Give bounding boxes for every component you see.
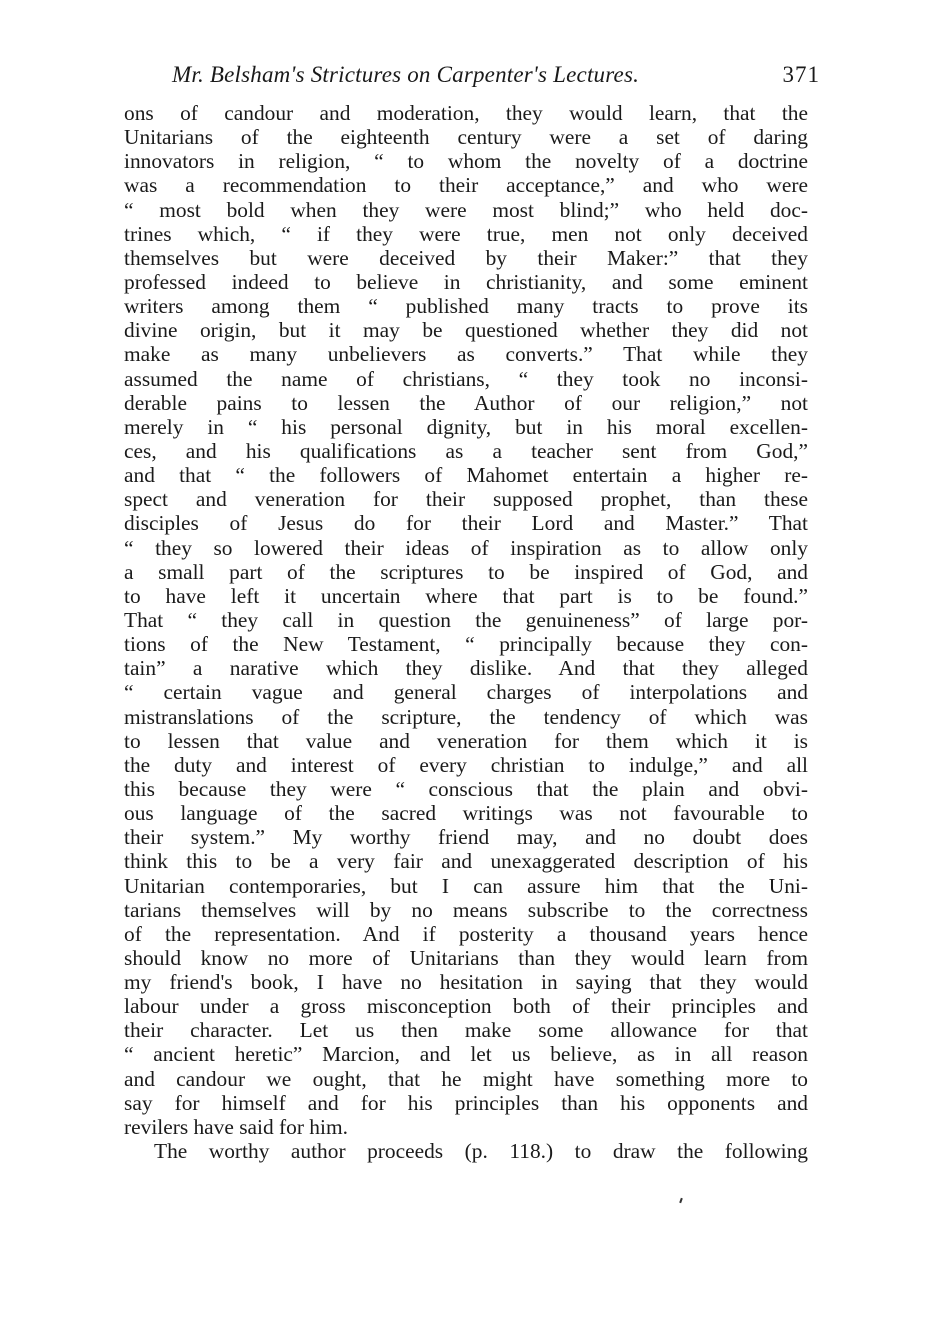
text-line: ous language of the sacred writings was not favourable to xyxy=(124,801,808,826)
running-head xyxy=(172,62,820,92)
text-line: and that “ the followers of Mahomet entertain a higher re- xyxy=(124,463,808,488)
text-line: the duty and interest of every christian to indulge,” and all xyxy=(124,752,808,777)
text-line: derable pains to lessen the Author of our religion,” not xyxy=(124,390,808,415)
text-line: merely in “ his personal dignity, but in his moral excellen- xyxy=(124,414,808,439)
text-line: labour under a gross misconception both of their principles and xyxy=(124,994,808,1019)
text-line: think this to be a very fair and unexaggerated description of his xyxy=(124,849,808,874)
page-number: 371 xyxy=(782,62,820,87)
text-line: my friend's book, I have no hesitation in saying that they would xyxy=(124,970,808,995)
text-line: That “ they call in question the genuineness” of large por- xyxy=(124,607,808,632)
text-line: should know no more of Unitarians than they would learn from xyxy=(124,945,808,970)
text-line: to lessen that value and veneration for them which it is xyxy=(124,728,808,753)
text-line: make as many unbelievers as converts.” That while they xyxy=(124,342,808,367)
paragraph-start-line: The worthy author proceeds (p. 118.) to draw the following xyxy=(154,1139,808,1164)
text-line: their character. Let us then make some allowance for that xyxy=(124,1018,808,1043)
text-line: trines which, “ if they were true, men not only deceived xyxy=(124,221,808,246)
text-line: and candour we ought, that he might have something more to xyxy=(124,1066,808,1091)
text-line: their system.” My worthy friend may, and no doubt does xyxy=(124,825,808,850)
text-line: tarians themselves will by no means subscribe to the correctness xyxy=(124,897,808,922)
body-text xyxy=(124,101,808,1163)
text-line: this because they were “ conscious that the plain and obvi- xyxy=(124,776,808,801)
text-line: Unitarian contemporaries, but I can assure him that the Uni- xyxy=(124,873,808,898)
text-line: “ certain vague and general charges of interpolations and xyxy=(124,680,808,705)
text-line: tain” a narative which they dislike. And that they alleged xyxy=(124,656,808,681)
text-line: to have left it uncertain where that part is to be found.” xyxy=(124,583,808,608)
text-line: innovators in religion, “ to whom the novelty of a doctrine xyxy=(124,149,808,174)
scan-artifact xyxy=(679,1198,683,1203)
text-line: Unitarians of the eighteenth century were a set of daring xyxy=(124,125,808,150)
text-line: themselves but were deceived by their Maker:” that they xyxy=(124,245,808,270)
running-head-title: Mr. Belsham's Strictures on Carpenter's Lectures. xyxy=(172,62,640,87)
text-line: professed indeed to believe in christianity, and some eminent xyxy=(124,269,808,294)
text-line: ces, and his qualifications as a teacher sent from God,” xyxy=(124,438,808,463)
text-line: “ most bold when they were most blind;” who held doc- xyxy=(124,197,808,222)
text-line: mistranslations of the scripture, the tendency of which was xyxy=(124,704,808,729)
text-line: divine origin, but it may be questioned whether they did not xyxy=(124,318,808,343)
text-line: assumed the name of christians, “ they took no inconsi- xyxy=(124,366,808,391)
text-line: a small part of the scriptures to be inspired of God, and xyxy=(124,559,808,584)
text-line: say for himself and for his principles than his opponents and xyxy=(124,1090,808,1115)
text-line: revilers have said for him. xyxy=(124,1114,348,1139)
text-line: tions of the New Testament, “ principally because they con- xyxy=(124,632,808,657)
text-line: of the representation. And if posterity a thousand years hence xyxy=(124,921,808,946)
text-line: was a recommendation to their acceptance,” and who were xyxy=(124,173,808,198)
text-line: ons of candour and moderation, they would learn, that the xyxy=(124,101,808,125)
text-line: spect and veneration for their supposed prophet, than these xyxy=(124,487,808,512)
text-line: writers among them “ published many tracts to prove its xyxy=(124,294,808,319)
text-line: “ ancient heretic” Marcion, and let us believe, as in all reason xyxy=(124,1042,808,1067)
text-line: “ they so lowered their ideas of inspiration as to allow only xyxy=(124,535,808,560)
text-line: disciples of Jesus do for their Lord and Master.” That xyxy=(124,511,808,536)
